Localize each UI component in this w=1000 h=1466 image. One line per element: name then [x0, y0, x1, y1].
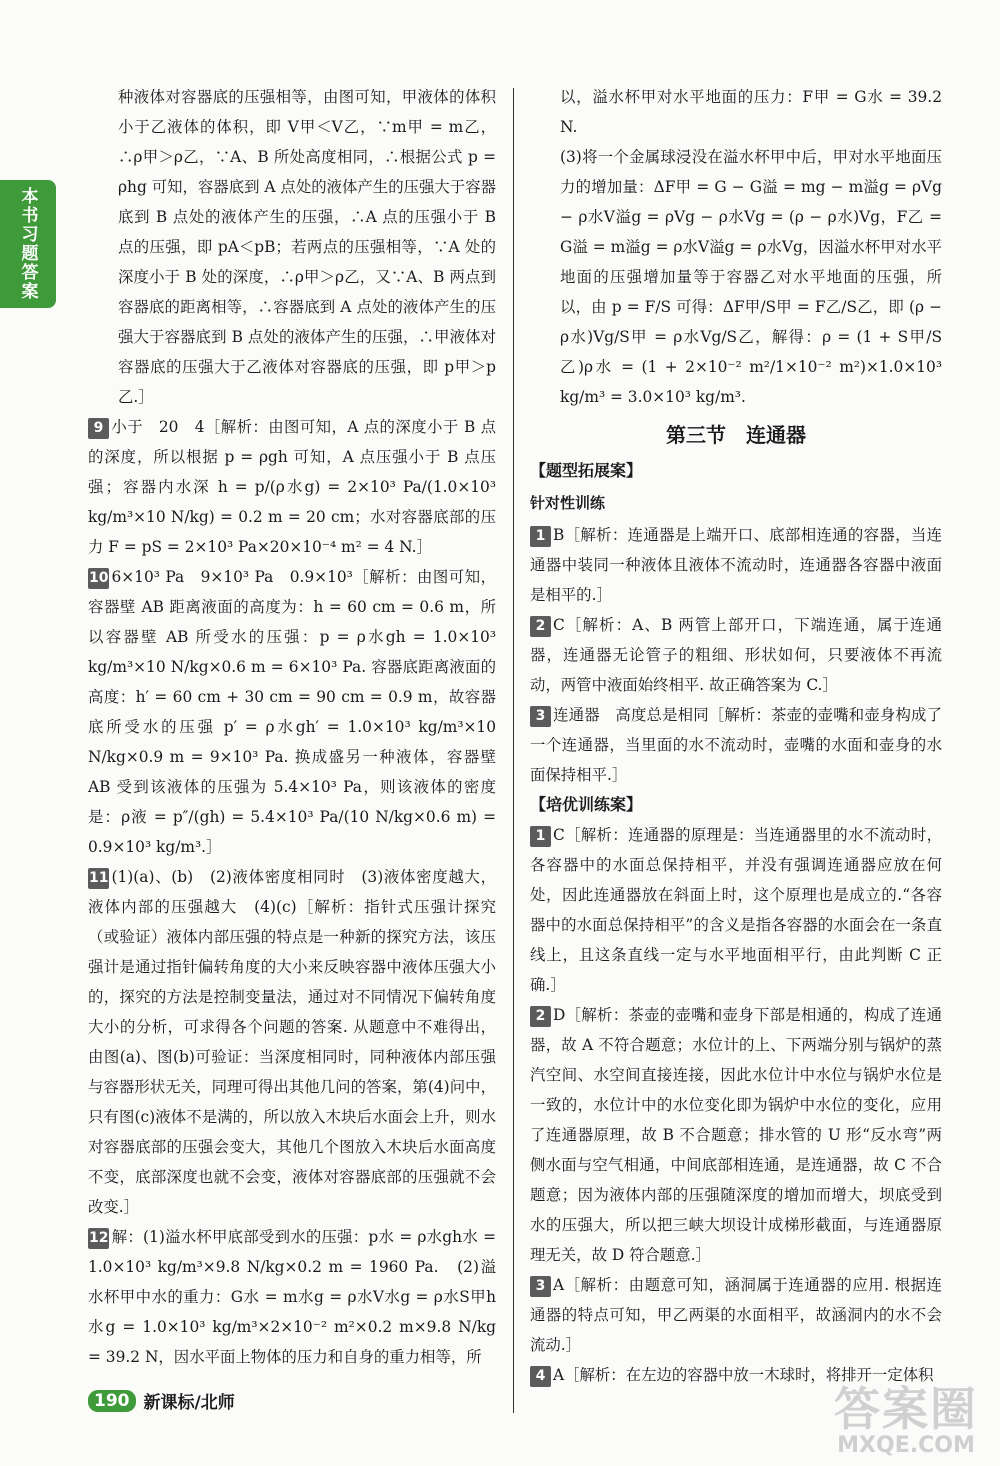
- answer-text: 6×10³ Pa 9×10³ Pa 0.9×10³［解析：由图可知，容器壁 AB 距离液面的高度为：h = 60 cm = 0.6 m，所以容器壁 AB 所受水的压强：p = ρ水gh = 1.0×10³ kg/m³×10 N/kg×0.6 m = 6×10³ Pa. 容器底距离液面的高度：h′ = 60 cm + 30 cm = 90 cm = 0.9 m，故容器底所受水的压强 p′ = ρ水gh′ = 1.0×10³ kg/m³×10 N/kg×0.9 m = 9×10³ Pa. 换成盛另一种液体，容器壁 AB 受到该液体的压强为 5.4×10³ Pa，则该液体的密度是：ρ液 = p″/(gh) = 5.4×10³ Pa/(10 N/kg×0.6 m) = 0.9×10³ kg/m³.］: [88, 568, 496, 856]
- left-column: [88, 82, 496, 1372]
- subheading: 针对性训练: [530, 494, 606, 512]
- question-number-badge: 3: [530, 706, 551, 727]
- question-number-badge: 2: [530, 616, 551, 637]
- answer-9: [88, 412, 496, 562]
- answer-text: D［解析：茶壶的壶嘴和壶身下部是相通的，构成了连通器，故 A 不符合题意；水位计的上、下两端分别与锅炉的蒸汽空间、水空间直接连接，因此水位计中水位与锅炉水位是一致的，水位计中的水位变化即为锅炉中水位的变化，应用了连通器原理，故 B 不合题意；排水管的 U 形“反水弯”两侧水面与空气相通，中间底部相连通，是连通器，故 C 不合题意；因为液体内部的压强随深度的增加而增大，坝底受到水的压强大，所以把三峡大坝设计成梯形截面，与连通器原理无关，故 D 符合题意.］: [530, 1006, 942, 1264]
- answer-paragraph: 种液体对容器底的压强相等，由图可知，甲液体的体积小于乙液体的体积，即 V甲＜V乙，∵m甲 = m乙，∴ρ甲＞ρ乙，∵A、B 所处高度相同，∴根据公式 p = ρhg 可知，容器底到 A 点处的液体产生的压强大于容器底到 B 点处的液体产生的压强，∴A 点的压强小于 B 点的压强，即 pA＜pB；若两点的压强相等，∵A 处的深度小于 B 处的深度，∴ρ甲＞ρ乙，又∵A、B 两点到容器底的距离相等，∴容器底到 A 点处的液体产生的压强大于容器底到 B 点处的液体产生的压强，∴甲液体对容器底的压强大于乙液体对容器底的压强，即 p甲＞p乙.］: [118, 88, 496, 406]
- section-heading: 【题型拓展案】: [530, 461, 643, 480]
- answer-12: [88, 1222, 496, 1372]
- question-number-badge: 1: [530, 826, 551, 847]
- answer-text: C［解析：A、B 两管上部开口，下端连通，属于连通器，连通器无论管子的粗细、形状如何，只要液体不再流动，两管中液面始终相平. 故正确答案为 C.］: [530, 616, 942, 694]
- answer-paragraph: (3)将一个金属球浸没在溢水杯甲中后，甲对水平地面压力的增加量：ΔF甲 = G − G溢 = mg − m溢g = ρVg − ρ水V溢g = ρVg − ρ水Vg = (ρ − ρ水)Vg，F乙 = G溢 = m溢g = ρ水V溢g = ρ水Vg，因溢水杯甲对水平地面的压强增加量等于容器乙对水平地面的压强，所以，由 p = F/S 可得：ΔF甲/S甲 = F乙/S乙，即 (ρ − ρ水)Vg/S甲 = ρ水Vg/S乙，解得：ρ = (1 + S甲/S乙)ρ水 = (1 + 2×10⁻² m²/1×10⁻² m²)×1.0×10³ kg/m³ = 3.0×10³ kg/m³.: [560, 148, 942, 406]
- question-number-badge: 1: [530, 526, 551, 547]
- watermark: [834, 1373, 978, 1458]
- right-column: [530, 82, 942, 1390]
- answer-text: A［解析：由题意可知，涵洞属于连通器的应用. 根据连通器的特点可知，甲乙两渠的水面相平，故涵洞内的水不会流动.］: [530, 1276, 942, 1354]
- side-tab-label: 本书习题答案: [17, 187, 38, 301]
- answer-text: B［解析：连通器是上端开口、底部相连通的容器，当连通器中装同一种液体且液体不流动时，连通器各容器中液面是相平的.］: [530, 526, 942, 604]
- watermark-logo: 答案圈: [834, 1382, 978, 1436]
- question-number-badge: 3: [530, 1276, 551, 1297]
- side-tab: [0, 180, 56, 308]
- answer-u3: [530, 1270, 942, 1360]
- answer-10: [88, 562, 496, 862]
- section-title: 第三节 连通器: [666, 423, 806, 447]
- question-number-badge: 2: [530, 1006, 551, 1027]
- answer-text: C［解析：连通器的原理是：当连通器里的水不流动时，各容器中的水面总保持相平，并没有强调连通器应放在何处，因此连通器放在斜面上时，这个原理也是成立的.“各容器中的水面总保持相平”的含义是指各容器的水面会在一条直线上，且这条直线一定与水平地面相平行，由此判断 C 正确.］: [530, 826, 942, 994]
- section-heading: 【培优训练案】: [530, 795, 643, 814]
- answer-text: A［解析：在左边的容器中放一木球时，将排开一定体积: [553, 1366, 934, 1384]
- question-number-badge: 12: [88, 1228, 109, 1249]
- answer-u1: [530, 820, 942, 1000]
- answer-t2: [530, 610, 942, 700]
- question-number-badge: 4: [530, 1366, 551, 1387]
- question-number-badge: 9: [88, 418, 109, 439]
- question-number-badge: 10: [88, 568, 109, 589]
- answer-paragraph: 以，溢水杯甲对水平地面的压力：F甲 = G水 = 39.2 N.: [560, 88, 942, 136]
- answer-t1: [530, 520, 942, 610]
- answer-text: (1)(a)、(b) (2)液体密度相同时 (3)液体密度越大，液体内部的压强越大 (4)(c)［解析：指针式压强计探究（或验证）液体内部压强的特点是一种新的探究方法，该压强计是通过指针偏转角度的大小来反映容器中液体压强大小的，探究的方法是控制变量法，通过对不同情况下偏转角度大小的分析，可求得各个问题的答案. 从题意中不难得出，由图(a)、图(b)可验证：当深度相同时，同种液体内部压强与容器形状无关，同理可得出其他几问的答案，第(4)问中，只有图(c)液体不是满的，所以放入木块后水面会上升，则水对容器底部的压强会变大，其他几个图放入木块后水面高度不变，底部深度也就不会变，液体对容器底部的压强就不会改变.］: [88, 868, 496, 1216]
- answer-11: [88, 862, 496, 1222]
- column-divider: [513, 88, 514, 1413]
- answer-u2: [530, 1000, 942, 1270]
- answer-text: 解：(1)溢水杯甲底部受到水的压强：p水 = ρ水gh水 = 1.0×10³ kg/m³×9.8 N/kg×0.2 m = 1960 Pa. (2)溢水杯甲中水的重力：G水 = m水g = ρ水V水g = ρ水S甲h水g = 1.0×10³ kg/m³×2×10⁻² m²×0.2 m×9.8 N/kg = 39.2 N，因水平面上物体的压力和自身的重力相等，所: [88, 1228, 496, 1366]
- question-number-badge: 11: [88, 868, 109, 889]
- series-name: 新课标/北师: [143, 1393, 235, 1413]
- page-number: 190: [88, 1390, 136, 1412]
- page-footer: [88, 1388, 235, 1413]
- answer-t3: [530, 700, 942, 790]
- answer-text: 连通器 高度总是相同［解析：茶壶的壶嘴和壶身构成了一个连通器，当里面的水不流动时，壶嘴的水面和壶身的水面保持相平.］: [530, 706, 942, 784]
- answer-text: 小于 20 4［解析：由图可知，A 点的深度小于 B 点的深度，所以根据 p = ρgh 可知，A 点压强小于 B 点压强；容器内水深 h = p/(ρ水g) = 2×10³ Pa/(1.0×10³ kg/m³×10 N/kg) = 0.2 m = 20 cm；水对容器底部的压力 F = pS = 2×10³ Pa×20×10⁻⁴ m² = 4 N.］: [88, 418, 496, 556]
- watermark-url: MXQE.COM: [837, 1433, 975, 1458]
